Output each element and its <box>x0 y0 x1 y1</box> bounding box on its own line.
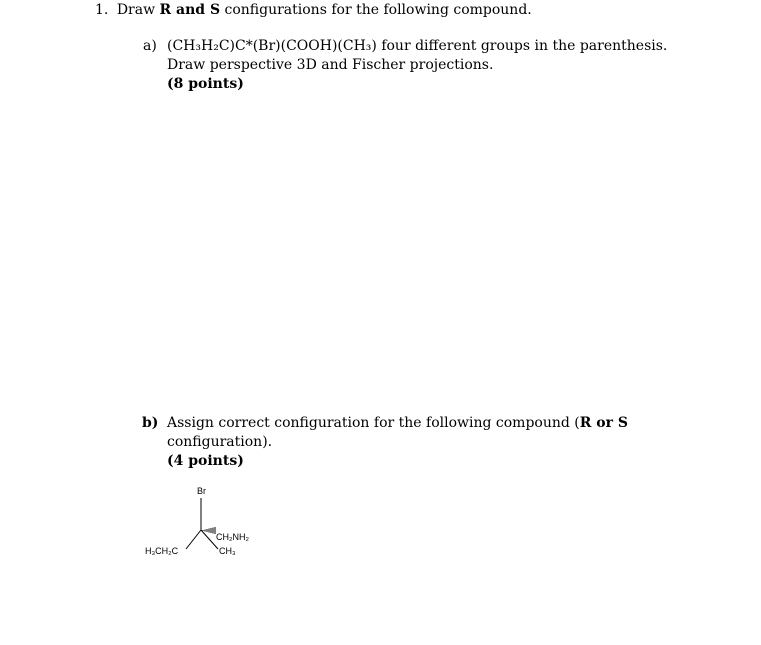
part-b-label: b) <box>142 415 159 431</box>
part-b-line2: configuration). <box>167 434 273 450</box>
molecule-label-ch2nh2: CH₂NH₂ <box>216 532 249 542</box>
part-a-line1: (CH₃H₂C)C*(Br)(COOH)(CH₃) four different groups in the parenthesis. <box>167 38 668 54</box>
part-a-points: (8 points) <box>167 76 244 92</box>
question-text-after: configurations for the following compound. <box>220 2 532 18</box>
question-text-before: Draw <box>116 2 160 18</box>
part-a-label: a) <box>143 38 157 54</box>
question-bold-text: R and S <box>159 2 221 18</box>
hashed-wedge-bond <box>203 527 215 534</box>
part-b-line1-bold: R or S <box>579 415 628 431</box>
molecule-label-br: Br <box>197 486 206 496</box>
molecule-label-ethyl: H₃CH₂C <box>145 546 179 556</box>
bond-ethyl <box>186 530 201 549</box>
question-number: 1. <box>95 2 109 18</box>
part-a-line2: Draw perspective 3D and Fischer projections. <box>167 57 494 73</box>
part-b-points: (4 points) <box>167 453 244 469</box>
part-b-line1-text: Assign correct configuration for the following compound ( <box>167 415 580 431</box>
molecule-label-ch3: CH₃ <box>219 546 236 556</box>
